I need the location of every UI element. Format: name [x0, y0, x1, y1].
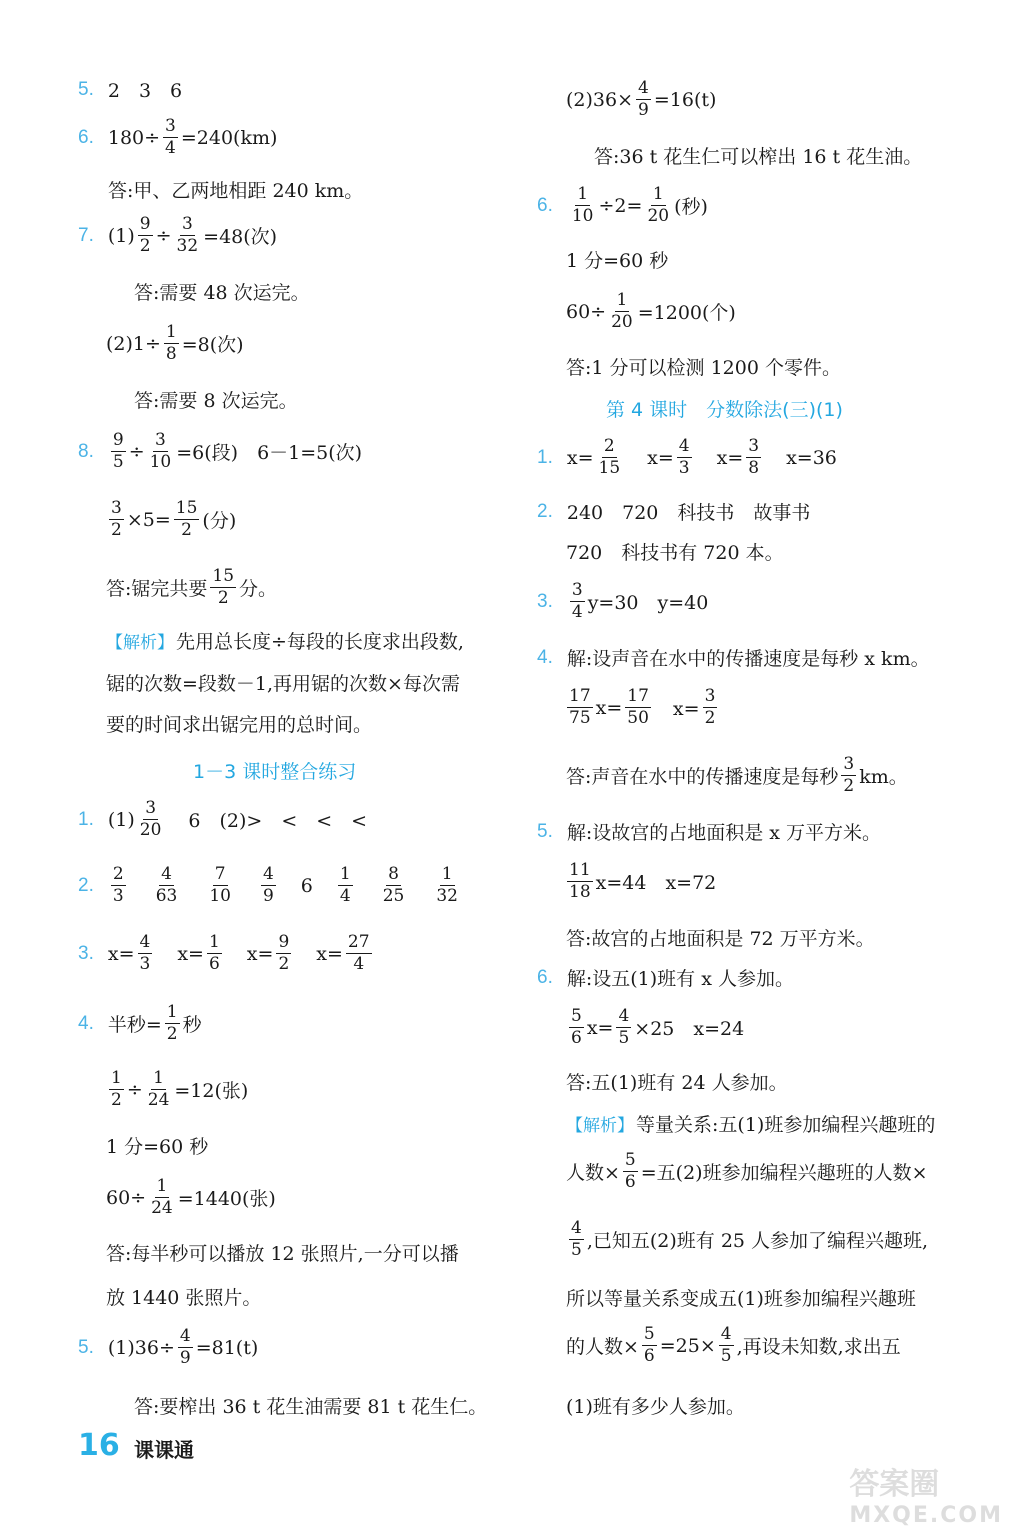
- fraction: $\frac{1}{24}$: [151, 1176, 173, 1218]
- fraction: $\frac{3}{20}$: [139, 798, 162, 840]
- right-s4-line2: $\frac{17}{75}$ x= $\frac{17}{50}$ x= $\frac{3}{2}$: [569, 686, 716, 728]
- fraction: $\frac{4}{9}$: [262, 864, 274, 906]
- fraction: $\frac{4}{63}$: [155, 864, 178, 906]
- left-r1: 1. (1) $\frac{3}{20}$ 6 (2)> < < <: [78, 798, 368, 840]
- fraction: $\frac{1}{2}$: [166, 1002, 178, 1044]
- right-s3: 3. $\frac{3}{4}$ y=30 y=40: [537, 580, 709, 622]
- fraction: $\frac{4}{9}$: [638, 78, 649, 120]
- left-r4-line3: 1 分=60 秒: [106, 1136, 209, 1158]
- left-q8-answer: 答:锯完共要 $\frac{15}{2}$ 分。: [106, 566, 278, 608]
- fraction: $\frac{3}{2}$: [843, 754, 855, 796]
- right-s5-line1: 5. 解:设故宫的占地面积是 x 万平方米。: [537, 820, 882, 844]
- right-r6-line3: 60÷ $\frac{1}{20}$ =1200(个): [566, 290, 736, 332]
- analysis2-line5: 的人数× $\frac{5}{6}$ =25× $\frac{4}{5}$ ,再设未知数,求出五: [566, 1324, 901, 1366]
- analysis2-line3: $\frac{4}{5}$ ,已知五(2)班有 25 人参加了编程兴趣班,: [571, 1218, 929, 1260]
- left-q8-line2: $\frac{3}{2}$ ×5= $\frac{15}{2}$ (分): [111, 498, 237, 540]
- fraction: $\frac{5}{6}$: [624, 1150, 636, 1192]
- left-q6: 6. 180÷ $\frac{3}{4}$ =240(km): [78, 116, 278, 158]
- fraction: $\frac{3}{4}$: [571, 580, 583, 622]
- fraction: $\frac{9}{2}$: [139, 214, 151, 256]
- right-r6-answer: 答:1 分可以检测 1200 个零件。: [566, 357, 841, 379]
- fraction: $\frac{17}{75}$: [569, 686, 591, 728]
- fraction: $\frac{7}{10}$: [209, 864, 231, 906]
- fraction: $\frac{3}{32}$: [176, 214, 199, 256]
- fraction: $\frac{2}{3}$: [112, 864, 124, 906]
- right-s6-answer: 答:五(1)班有 24 人参加。: [566, 1072, 788, 1094]
- right-s4-line1: 4. 解:设声音在水中的传播速度是每秒 x km。: [537, 646, 930, 670]
- left-r5: 5. (1)36÷ $\frac{4}{9}$ =81(t): [78, 1326, 259, 1368]
- fraction: $\frac{27}{4}$: [347, 932, 370, 974]
- analysis2-line2: 人数× $\frac{5}{6}$ =五(2)班参加编程兴趣班的人数×: [566, 1150, 928, 1192]
- fraction: $\frac{1}{6}$: [208, 932, 220, 974]
- fraction: $\frac{15}{2}$: [175, 498, 198, 540]
- fraction: $\frac{4}{3}$: [139, 932, 151, 974]
- right-s5-line2: $\frac{11}{18}$ x=44 x=72: [569, 860, 717, 902]
- right-r5-part2: (2)36× $\frac{4}{9}$ =16(t): [566, 78, 717, 120]
- fraction: $\frac{4}{9}$: [179, 1326, 191, 1368]
- analysis2-line6: (1)班有多少人参加。: [566, 1396, 745, 1418]
- left-r5-answer: 答:要榨出 36 t 花生油需要 81 t 花生仁。: [134, 1396, 488, 1418]
- left-r4-line4: 60÷ $\frac{1}{24}$ =1440(张): [106, 1176, 276, 1218]
- brand-name: 课课通: [134, 1438, 194, 1462]
- fraction: $\frac{2}{15}$: [598, 436, 621, 478]
- fraction: $\frac{3}{4}$: [165, 116, 176, 158]
- fraction: $\frac{1}{2}$: [111, 1068, 122, 1110]
- fraction: $\frac{1}{20}$: [611, 290, 633, 332]
- fraction: $\frac{3}{2}$: [111, 498, 122, 540]
- fraction: $\frac{11}{18}$: [569, 860, 591, 902]
- fraction: $\frac{1}{20}$: [647, 184, 670, 226]
- left-q6-answer: 答:甲、乙两地相距 240 km。: [108, 180, 364, 202]
- right-r6-line1: 6. $\frac{1}{10}$ ÷2= $\frac{1}{20}$ (秒): [537, 184, 708, 226]
- fraction: $\frac{4}{3}$: [678, 436, 690, 478]
- fraction: $\frac{5}{6}$: [643, 1324, 655, 1366]
- right-s6-line2: $\frac{5}{6}$ x= $\frac{4}{5}$ ×25 x=24: [571, 1006, 745, 1048]
- left-r3: 3. x= $\frac{4}{3}$ x= $\frac{1}{6}$ x= $\frac{9}{2}$ x= $\frac{27}{4}$: [78, 932, 370, 974]
- analysis2-line4: 所以等量关系变成五(1)班参加编程兴趣班: [566, 1288, 916, 1310]
- fraction: $\frac{1}{8}$: [165, 322, 177, 364]
- analysis-note-1: 【解析】 先用总长度÷每段的长度求出段数, 锯的次数=段数－1,再用锯的次数×每次需 要的时间求出锯完用的总时间。: [106, 631, 464, 736]
- left-r4-line2: $\frac{1}{2}$ ÷ $\frac{1}{24}$ =12(张): [111, 1068, 249, 1110]
- right-r5-answer: 答:36 t 花生仁可以榨出 16 t 花生油。: [594, 146, 923, 168]
- left-q8-line1: 8. $\frac{9}{5}$ ÷ $\frac{3}{10}$ =6(段) 6－1=5(次): [78, 430, 363, 472]
- section-heading-review: 1－3 课时整合练习: [193, 761, 357, 783]
- fraction: $\frac{3}{2}$: [704, 686, 716, 728]
- page-number: 16: [78, 1428, 120, 1463]
- fraction: $\frac{8}{25}$: [382, 864, 405, 906]
- fraction: $\frac{9}{5}$: [112, 430, 124, 472]
- fraction: $\frac{1}{10}$: [571, 184, 594, 226]
- fraction: $\frac{3}{8}$: [748, 436, 760, 478]
- left-r4-answer: 答:每半秒可以播放 12 张照片,一分可以播 放 1440 张照片。: [106, 1243, 459, 1309]
- right-s6-line1: 6. 解:设五(1)班有 x 人参加。: [537, 966, 794, 990]
- section-heading-lesson4: 第 4 课时 分数除法(三)(1): [606, 399, 843, 421]
- fraction: $\frac{5}{6}$: [571, 1006, 582, 1048]
- left-q7-part2: (2)1÷ $\frac{1}{8}$ =8(次): [106, 322, 244, 364]
- fraction: $\frac{4}{5}$: [720, 1324, 732, 1366]
- right-s2-line1: 2. 240 720 科技书 故事书: [537, 500, 811, 524]
- fraction: $\frac{1}{32}$: [436, 864, 458, 906]
- fraction: $\frac{15}{2}$: [212, 566, 235, 608]
- left-q7-answer2: 答:需要 8 次运完。: [134, 390, 298, 412]
- left-q7-answer1: 答:需要 48 次运完。: [134, 282, 310, 304]
- fraction: $\frac{9}{2}$: [278, 932, 290, 974]
- right-s4-answer: 答:声音在水中的传播速度是每秒 $\frac{3}{2}$ km。: [566, 754, 908, 796]
- fraction: $\frac{4}{5}$: [571, 1218, 582, 1260]
- right-r6-line2: 1 分=60 秒: [566, 250, 669, 272]
- fraction: $\frac{1}{4}$: [339, 864, 351, 906]
- right-s2-line2: 720 科技书有 720 本。: [566, 542, 784, 564]
- analysis2-line1: 【解析】 等量关系:五(1)班参加编程兴趣班的: [566, 1114, 936, 1136]
- right-s1: 1. x= $\frac{2}{15}$ x= $\frac{4}{3}$ x= $\frac{3}{8}$ x=36: [537, 436, 837, 478]
- left-r4-line1: 4. 半秒= $\frac{1}{2}$ 秒: [78, 1002, 202, 1044]
- left-q5: 5. 2 3 6: [78, 78, 183, 102]
- left-q7-part1: 7. (1) $\frac{9}{2}$ ÷ $\frac{3}{32}$ =48(次): [78, 214, 278, 256]
- fraction: $\frac{3}{10}$: [149, 430, 172, 472]
- right-s5-answer: 答:故宫的占地面积是 72 万平方米。: [566, 928, 875, 950]
- watermark-logo: 答案圈 MXQE.COM: [849, 1467, 1003, 1528]
- fraction: $\frac{4}{5}$: [618, 1006, 630, 1048]
- fraction: $\frac{17}{50}$: [627, 686, 649, 728]
- fraction: $\frac{1}{24}$: [147, 1068, 170, 1110]
- left-r2: 2. $\frac{2}{3}$ $\frac{4}{63}$ $\frac{7}{10}$ $\frac{4}{9}$ 6 $\frac{1}{4}$ $\frac{8}{25}$ $\frac{1}{32}$: [78, 864, 458, 906]
